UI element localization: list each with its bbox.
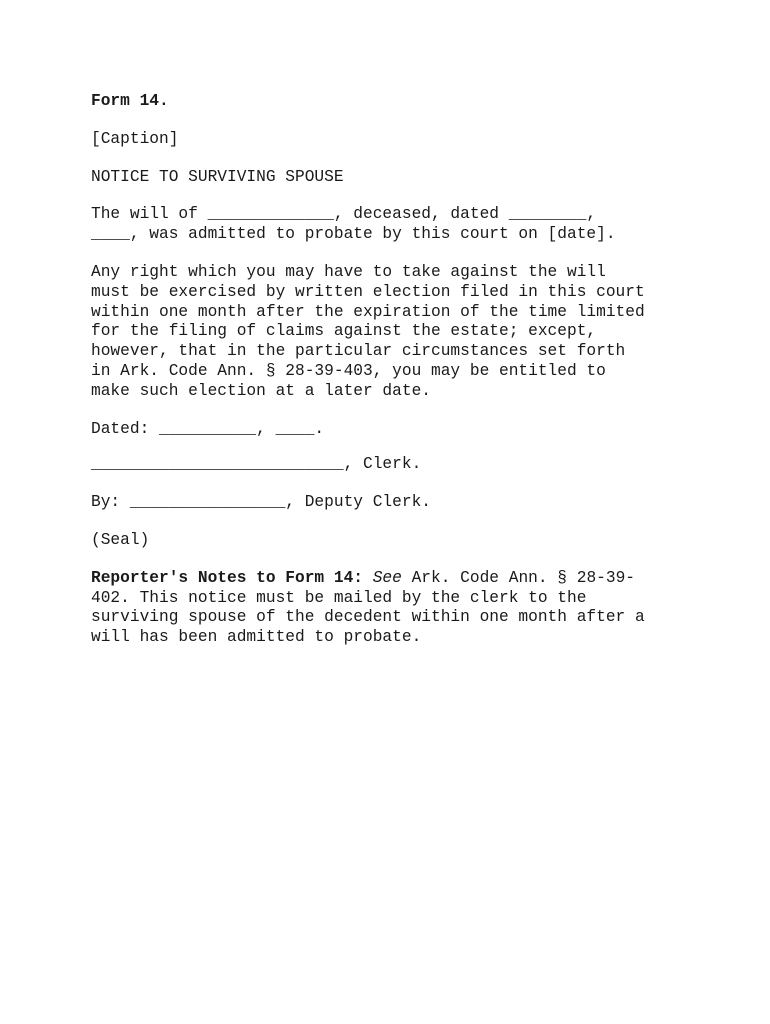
form-heading: Form 14. <box>91 92 169 110</box>
reporters-notes-colon: : <box>353 568 373 587</box>
reporters-notes-label: Reporter's Notes to Form 14 <box>91 568 354 587</box>
reporters-notes-citation: Ark. Code Ann. § 28-39- <box>401 568 636 587</box>
right-paragraph-line: within one month after the expiration of the time limited <box>91 302 645 321</box>
document-page <box>91 92 701 648</box>
right-paragraph-line: for the filing of claims against the estate; except, <box>91 322 597 341</box>
reporters-notes-line: surviving spouse of the decedent within one month after a <box>91 608 645 627</box>
will-paragraph <box>91 205 701 245</box>
reporters-notes-line <box>91 569 701 589</box>
right-paragraph-line: in Ark. Code Ann. § 28-39-403, you may be entitled to <box>91 361 606 380</box>
will-paragraph-line: The will of _____________, deceased, dated ________, <box>91 205 597 224</box>
dated-line: Dated: __________, ____. <box>91 419 325 438</box>
right-paragraph-line: make such election at a later date. <box>91 381 431 400</box>
caption-placeholder: [Caption] <box>91 129 179 148</box>
deputy-clerk-line: By: ________________, Deputy Clerk. <box>91 493 431 512</box>
reporters-notes-line: 402. This notice must be mailed by the clerk to the <box>91 588 587 607</box>
right-paragraph-line: however, that in the particular circumstances set forth <box>91 342 626 361</box>
see-signal: See <box>372 568 402 587</box>
right-paragraph-line: Any right which you may have to take against the will <box>91 262 606 281</box>
reporters-notes-line: will has been admitted to probate. <box>91 628 422 647</box>
right-paragraph-line: must be exercised by written election filed in this court <box>91 282 645 301</box>
right-paragraph <box>91 263 701 402</box>
clerk-signature-line: __________________________, Clerk. <box>91 455 422 474</box>
seal-placeholder: (Seal) <box>91 530 150 549</box>
will-paragraph-line: ____, was admitted to probate by this court on [date]. <box>91 225 616 244</box>
reporters-notes <box>91 569 701 648</box>
notice-title: NOTICE TO SURVIVING SPOUSE <box>91 167 344 186</box>
